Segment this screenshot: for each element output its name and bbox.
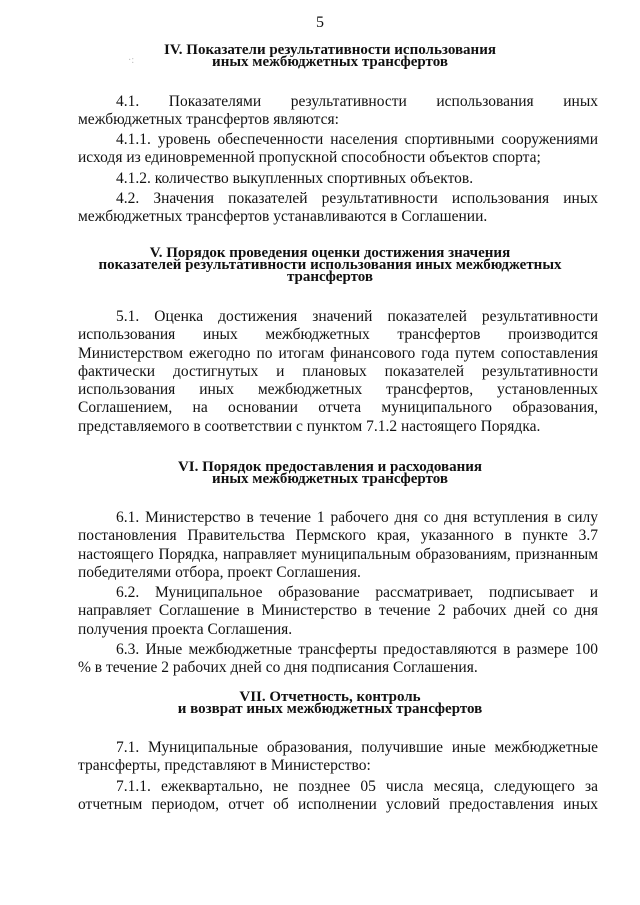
heading-line: иных межбюджетных трансфертов — [212, 54, 448, 70]
section-5-heading — [80, 247, 580, 283]
heading-line: трансфертов — [286, 269, 374, 285]
heading-line: V. Порядок проведения оценки достижения значения — [149, 245, 511, 261]
paragraph-7-1-1: 7.1.1. ежеквартально, не позднее 05 числа месяца, следующего за отчетным периодом, отчет об исполнении условий предоставления иных — [78, 778, 598, 814]
paragraph-6-3: 6.3. Иные межбюджетные трансферты предоставляются в размере 100 % в течение 2 рабочих дней со дня подписания Соглашения. — [78, 641, 598, 677]
heading-line: IV. Показатели результативности использования — [164, 42, 496, 58]
paragraph-6-1: 6.1. Министерство в течение 1 рабочего дня со дня вступления в силу постановления Правительства Пермского края, указанного в пункте 3.7 настоящего Порядка, направляет муниципальным образованиям, признанным победителями отбора, проект Соглашения. — [78, 509, 598, 581]
heading-line: иных межбюджетных трансфертов — [212, 471, 448, 487]
paragraph-7-1: 7.1. Муниципальные образования, получившие иные межбюджетные трансферты, представляют в Министерство: — [78, 739, 598, 775]
paragraph-6-2: 6.2. Муниципальное образование рассматривает, подписывает и направляет Соглашение в Министерство в течение 2 рабочих дней со дня получения проекта Соглашения. — [78, 584, 598, 638]
heading-line: показателей результативности использования иных межбюджетных — [98, 257, 562, 273]
section-7-heading — [80, 691, 580, 715]
paragraph-5-1: 5.1. Оценка достижения значений показателей результативности использования иных межбюджетных трансфертов производится Министерством ежегодно по итогам финансового года путем сопоставления фактически достигнутых и плановых показателей результативности использования иных межбюджетных трансфертов, установленных Соглашением, на основании отчета муниципального образования, представляемого в соответствии с пунктом 7.1.2 настоящего Порядка. — [78, 308, 598, 435]
section-6-heading — [80, 461, 580, 485]
paragraph-4-2: 4.2. Значения показателей результативности использования иных межбюджетных трансфертов устанавливаются в Соглашении. — [78, 190, 598, 226]
scan-speck: ·: — [128, 55, 135, 66]
paragraph-4-1: 4.1. Показателями результативности использования иных межбюджетных трансфертов являются: — [78, 93, 598, 129]
paragraph-4-1-2: 4.1.2. количество выкупленных спортивных объектов. — [116, 170, 474, 187]
heading-line: VI. Порядок предоставления и расходования — [177, 459, 483, 475]
page-number: 5 — [316, 14, 324, 31]
section-4-heading — [80, 44, 580, 68]
heading-line: VII. Отчетность, контроль — [239, 689, 421, 705]
heading-line: и возврат иных межбюджетных трансфертов — [177, 701, 483, 717]
paragraph-4-1-1: 4.1.1. уровень обеспеченности населения спортивными сооружениями исходя из единовременной пропускной способности объектов спорта; — [78, 131, 598, 167]
